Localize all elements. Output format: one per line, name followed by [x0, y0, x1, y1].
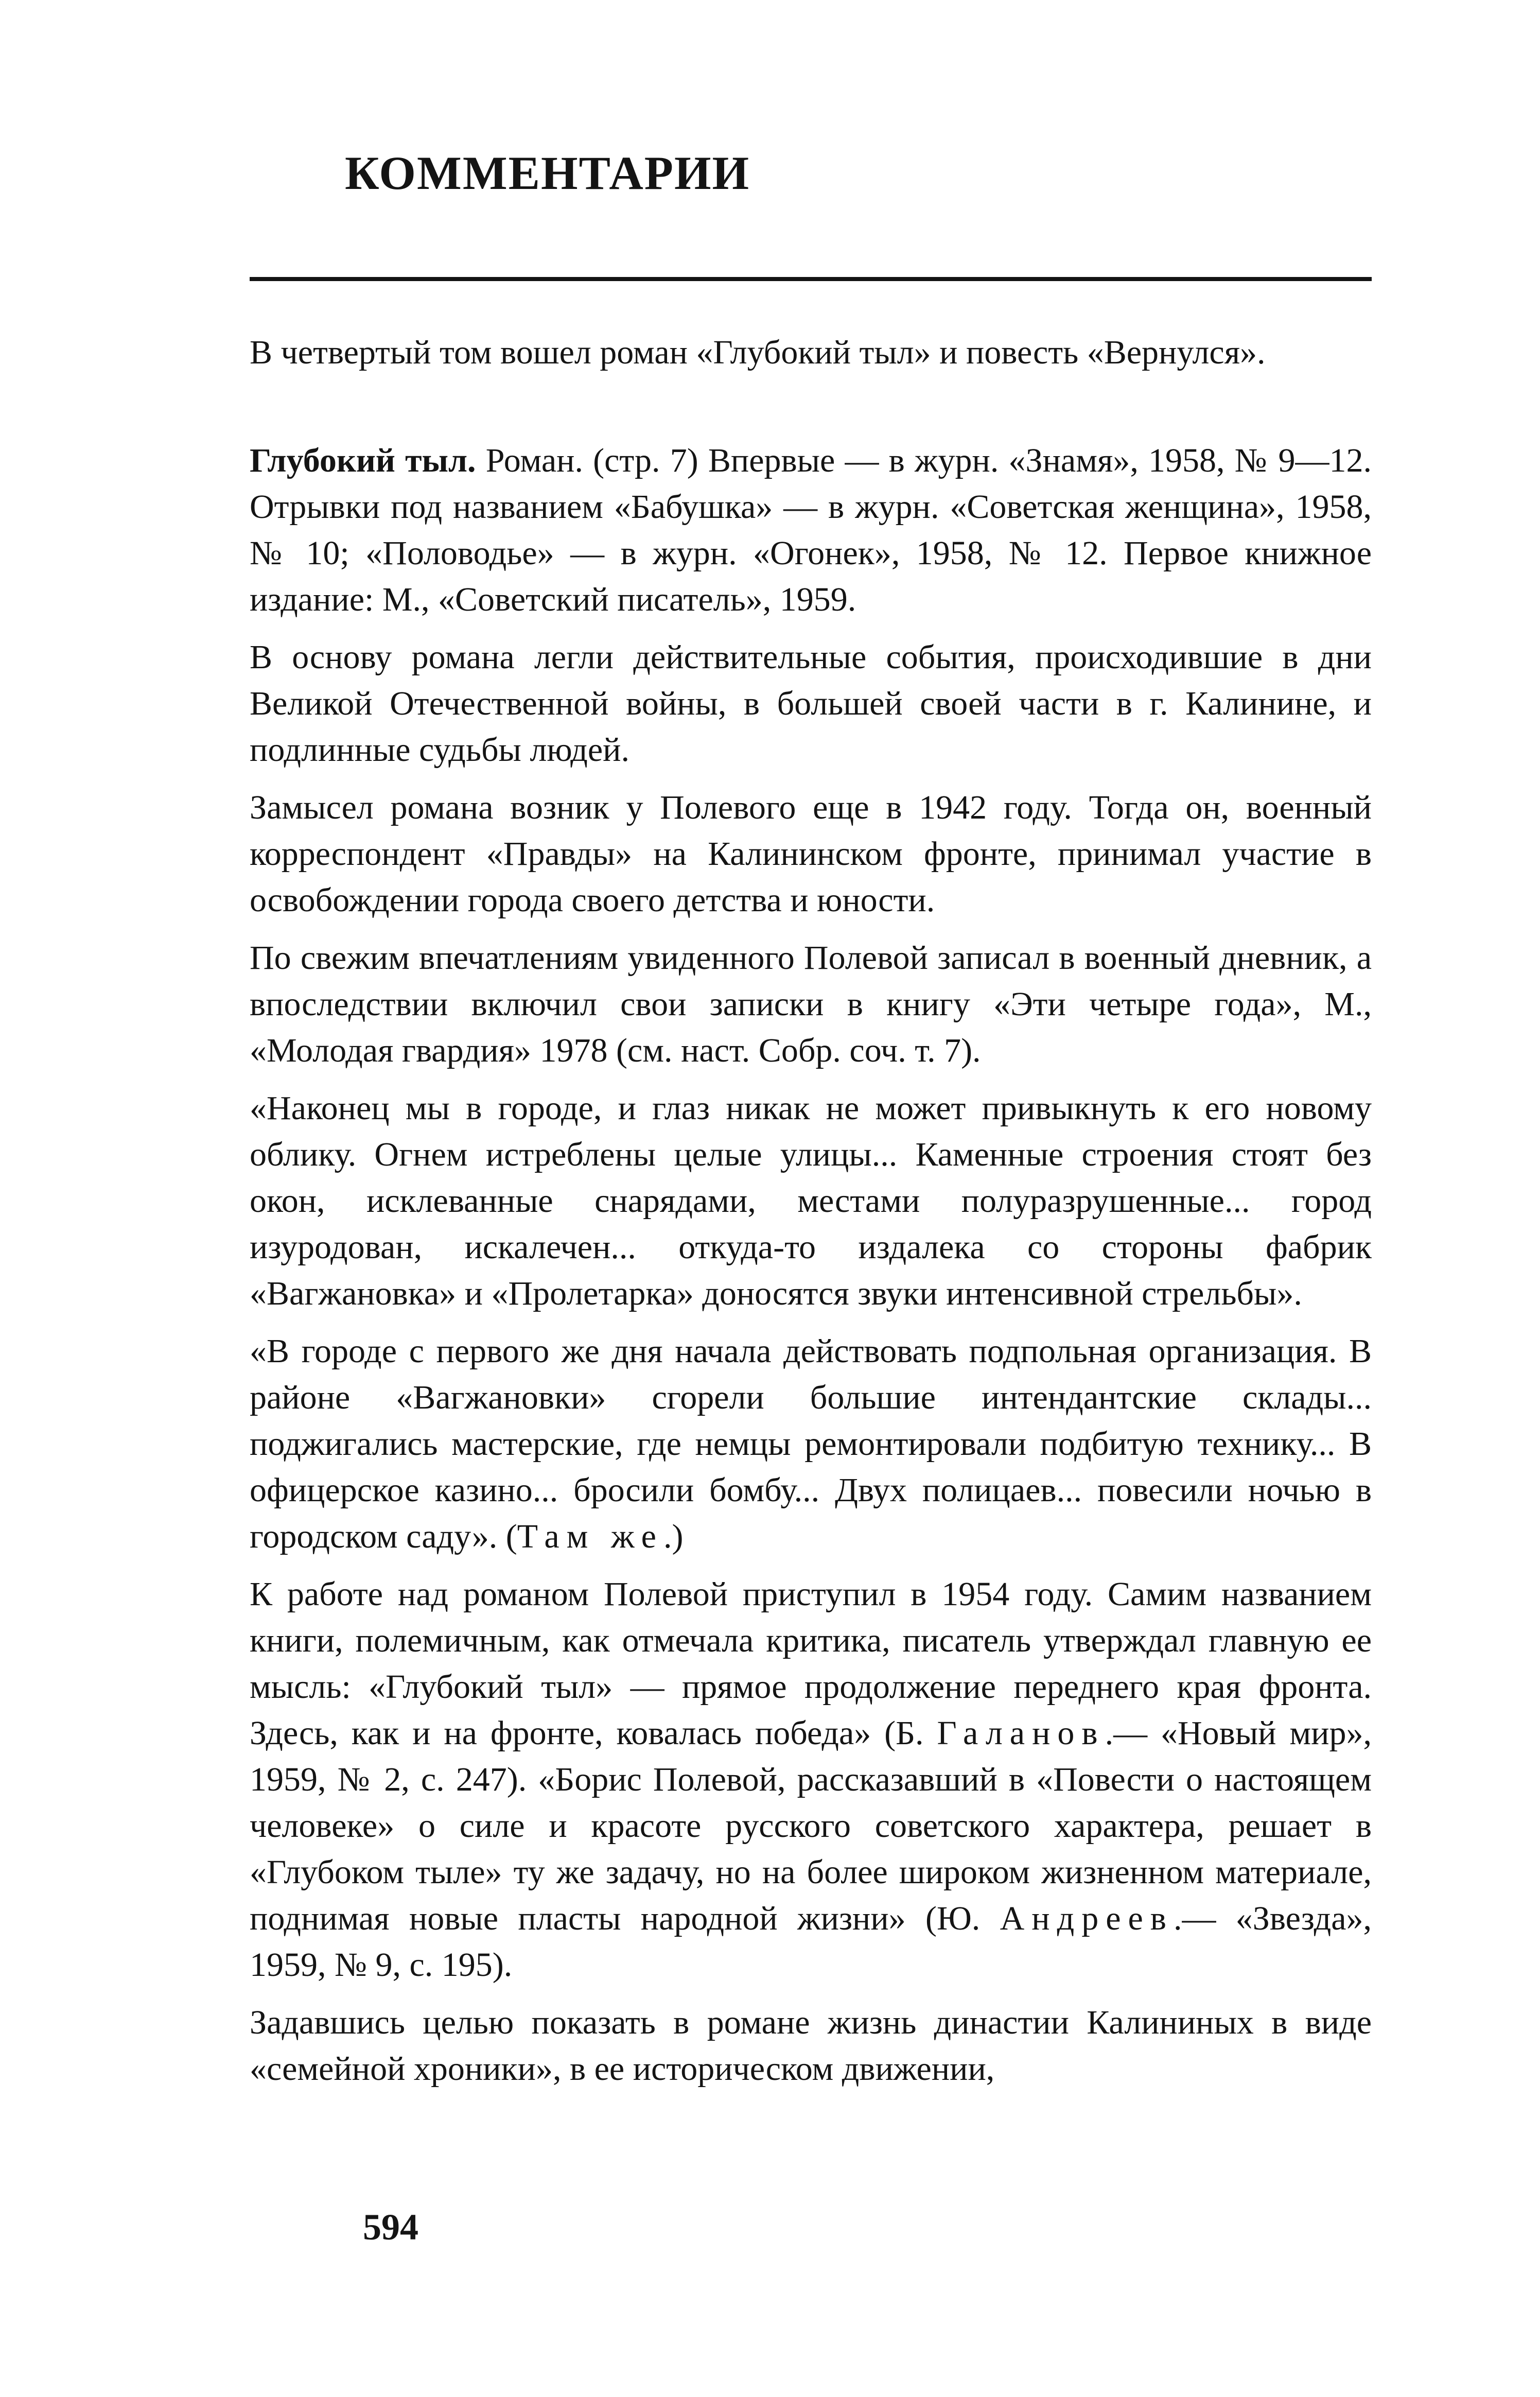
entry-paragraph — [250, 438, 1372, 623]
paragraph-work-start — [250, 1571, 1372, 1988]
entry-text: Роман. (стр. 7) Впервые — в журн. «Знамя», 1958, № 9—12. Отрывки под названием «Бабушка» — в журн. «Советская женщина», 1958, № 10; «Половодье» — в журн. «Огонек», 1958, № 12. Первое книжное издание: М., «Советский писатель», 1959. — [250, 442, 1372, 618]
paragraph-diary: По свежим впечатлениям увиденного Полевой записал в военный дневник, а впоследствии включил свои записки в книгу «Эти четыре года», М., «Молодая гвардия» 1978 (см. наст. Собр. соч. т. 7). — [250, 939, 1372, 1069]
work-part-1: К работе над романом Полевой приступил в 1954 году. Самим названием книги, полемичным, как отмечала критика, писатель утверждал главную ее мысль: «Глубокий тыл» — прямое продолжение переднего края фронта. Здесь, как и на фронте, ковалась победа» (Б. — [250, 1575, 1372, 1752]
paragraph-family-chronicle: Задавшись целью показать в романе жизнь династии Калининых в виде «семейной хроники», в ее историческом движении, — [250, 2004, 1372, 2088]
underground-text: «В городе с первого же дня начала действовать подпольная организация. В районе «Вагжановки» сгорели большие интендантские склады... поджигались мастерские, где немцы ремонтировали подбитую технику... В офицерское казино... бросили бомбу... Двух полицаев... повесили ночью в городском саду». ( — [250, 1332, 1372, 1555]
work-part-2: .— «Новый мир», 1959, № 2, с. 247). «Борис Полевой, рассказавший в «Повести о настоящем человеке» о силе и красоте русского советского характера, решает в «Глубоком тыле» ту же задачу, но на более широком жизненном материале, поднимая новые пласты народной жизни» (Ю. — [250, 1714, 1372, 1937]
paragraph-quote-underground — [250, 1328, 1372, 1560]
underground-tail: .) — [663, 1518, 684, 1555]
paragraph-conception: Замысел романа возник у Полевого еще в 1942 году. Тогда он, военный корреспондент «Правды» на Калининском фронте, принимал участие в освобождении города своего детства и юности. — [250, 789, 1372, 919]
entry-title: Глубокий тыл. — [250, 442, 476, 479]
work-part-3: .— «Звезда», 1959, № 9, с. 195). — [250, 1900, 1372, 1984]
page-heading: КОММЕНТАРИИ — [345, 147, 750, 199]
page-number: 594 — [363, 2207, 418, 2248]
paragraph-quote-city: «Наконец мы в городе, и глаз никак не может привыкнуть к его новому облику. Огнем истреблены целые улицы... Каменные строения стоят без окон, исклеванные снарядами, местами полуразрушенные... город изуродован, искалечен... откуда-то издалека со стороны фабрик «Вагжановка» и «Пролетарка» доносятся звуки интенсивной стрельбы». — [250, 1089, 1372, 1312]
intro-paragraph: В четвертый том вошел роман «Глубокий тыл» и повесть «Вернулся». — [250, 334, 1266, 371]
critic-andreev: Андреев — [1000, 1900, 1174, 1937]
critic-galanov: Галанов — [937, 1714, 1105, 1752]
ibid-reference: Там же — [517, 1518, 663, 1555]
paragraph-basis: В основу романа легли действительные события, происходившие в дни Великой Отечественной войны, в большей своей части в г. Калинине, и подлинные судьбы людей. — [250, 638, 1372, 769]
comments-body — [250, 329, 1372, 2092]
heading-divider — [250, 277, 1372, 281]
